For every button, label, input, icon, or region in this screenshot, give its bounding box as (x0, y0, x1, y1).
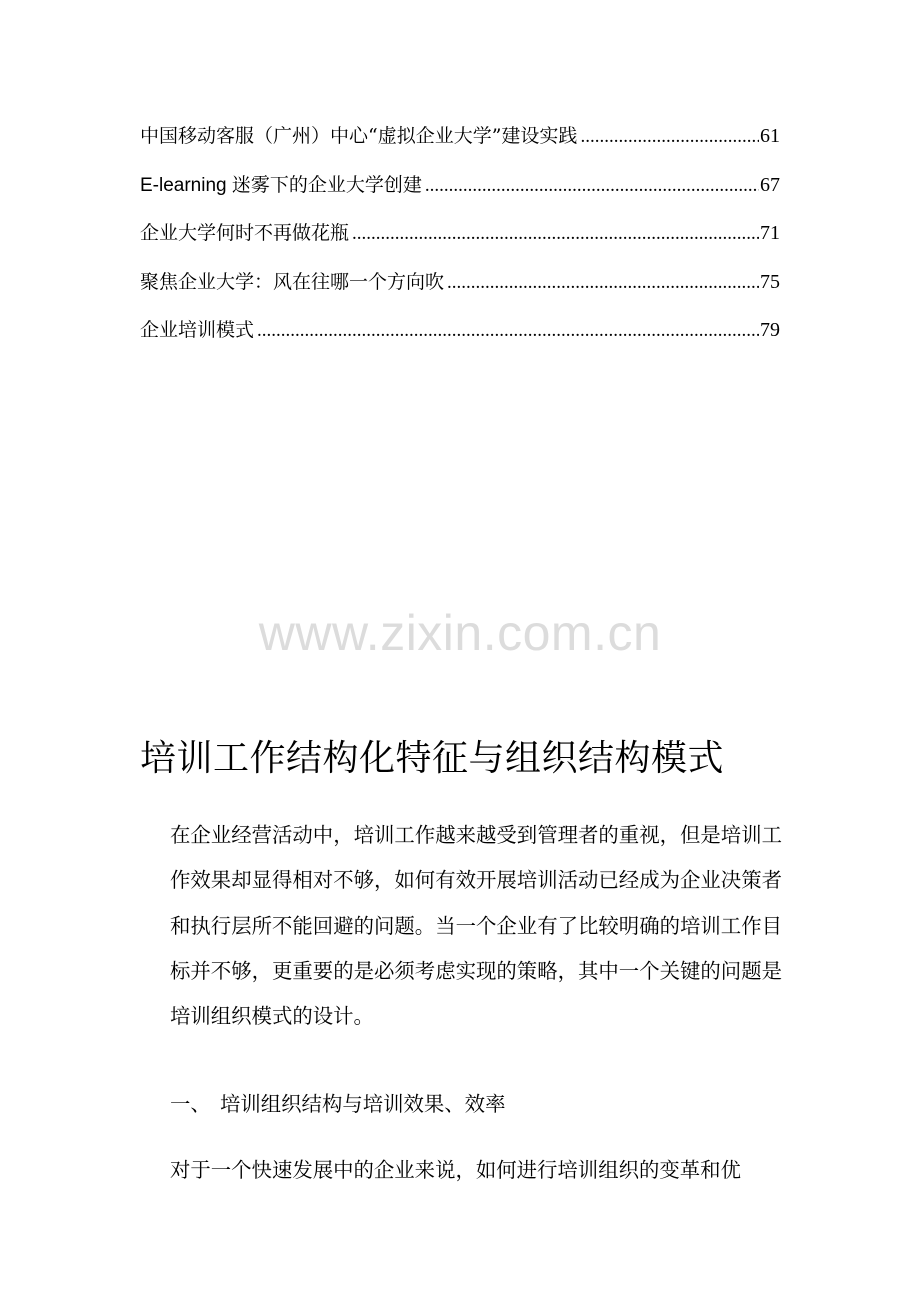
toc-entry[interactable] (140, 167, 780, 216)
toc-entry[interactable] (140, 264, 780, 313)
watermark: www.zixin.com.cn (258, 605, 662, 661)
toc-dot-leader (447, 265, 759, 301)
toc-page-number: 75 (760, 270, 780, 293)
toc-entry-title: 聚焦企业大学：风在往哪一个方向吹 (140, 270, 445, 293)
toc-page-number: 67 (760, 173, 780, 196)
toc-dot-leader (425, 168, 759, 204)
section-paragraph: 对于一个快速发展中的企业来说，如何进行培训组织的变革和优 (170, 1158, 741, 1182)
toc-page-number: 79 (760, 319, 780, 341)
toc-page-number: 71 (760, 222, 780, 244)
toc-entry-title: 中国移动客服（广州）中心“虚拟企业大学”建设实践 (140, 125, 578, 147)
toc-page-number: 61 (760, 125, 780, 147)
toc-entry[interactable] (140, 215, 780, 264)
document-title: 培训工作结构化特征与组织结构模式 (140, 738, 725, 779)
toc-dot-leader (580, 119, 759, 155)
toc-entry[interactable] (140, 118, 780, 167)
intro-paragraph: 在企业经营活动中，培训工作越来越受到管理者的重视，但是培训工作效果却显得相对不够，如何有效开展培训活动已经成为企业决策者和执行层所不能回避的问题。当一个企业有了比较明确的培训工作目标并不够，更重要的是必须考虑实现的策略，其中一个关键的问题是培训组织模式的设计。 (170, 823, 782, 1029)
section-number: 一、 (170, 1092, 211, 1116)
section-title: 培训组织结构与培训效果、效率 (220, 1092, 506, 1116)
toc-dot-leader (352, 216, 759, 252)
toc-entry-title: E-learning 迷雾下的企业大学创建 (140, 174, 422, 196)
toc-entry-title: 企业培训模式 (140, 319, 255, 341)
toc-dot-leader (257, 313, 759, 349)
table-of-contents (140, 118, 780, 361)
section-heading (170, 1082, 505, 1127)
toc-entry-title: 企业大学何时不再做花瓶 (140, 222, 350, 244)
toc-entry[interactable] (140, 312, 780, 361)
